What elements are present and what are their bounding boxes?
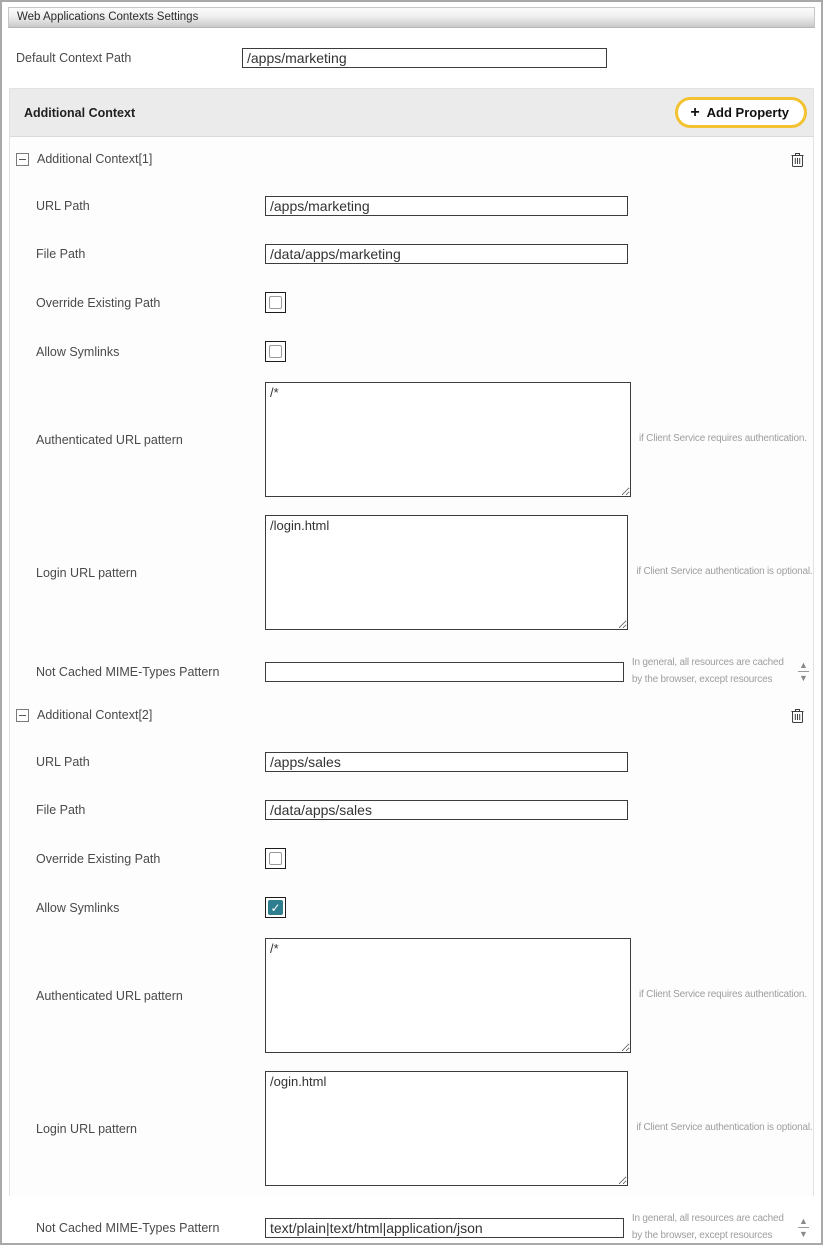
page-title: Web Applications Contexts Settings [17,11,199,23]
context-2-header [10,704,813,726]
context-2-title: Additional Context[2] [37,708,153,722]
url-path-row [36,752,813,772]
url-path-label: URL Path [36,755,90,769]
default-context-path-input[interactable] [242,48,607,68]
allow-symlinks-checkbox[interactable] [265,897,286,918]
scroll-up-icon[interactable]: ▲ [799,660,808,670]
authenticated-url-pattern-label: Authenticated URL pattern [36,988,183,1003]
additional-context-header [10,89,813,137]
authenticated-url-pattern-textarea[interactable] [265,938,631,1053]
context-1-header [10,148,813,170]
authenticated-hint: if Client Service requires authentication. [639,433,807,445]
collapse-icon[interactable] [16,153,29,166]
hint-scroller [798,1217,809,1238]
not-cached-mime-types-row [36,1211,813,1244]
scroll-divider [798,671,809,672]
context-section-1 [10,148,813,688]
allow-symlinks-label: Allow Symlinks [36,344,120,359]
login-url-pattern-row [36,515,813,630]
plus-icon: + [690,103,700,121]
scroll-up-icon[interactable]: ▲ [799,1216,808,1226]
authenticated-url-pattern-textarea[interactable] [265,382,631,497]
additional-context-title: Additional Context [24,105,136,120]
login-url-pattern-textarea[interactable] [265,515,628,630]
file-path-label: File Path [36,247,86,261]
allow-symlinks-row [36,897,813,918]
login-hint: if Client Service authentication is optional. [636,1122,813,1134]
context-section-2 [10,704,813,1244]
scroll-down-icon[interactable]: ▼ [799,673,808,683]
login-url-pattern-textarea[interactable] [265,1071,628,1186]
override-existing-path-label: Override Existing Path [36,851,161,866]
additional-context-panel [9,88,814,1241]
authenticated-hint: if Client Service requires authentication. [639,989,807,1001]
login-hint: if Client Service authentication is optional. [636,566,813,578]
not-cached-mime-types-input[interactable] [265,662,624,682]
url-path-label: URL Path [36,199,90,213]
url-path-input[interactable] [265,752,628,772]
file-path-input[interactable] [265,244,628,264]
override-existing-path-row [36,292,813,313]
not-cached-mime-types-label: Not Cached MIME-Types Pattern [36,1220,220,1235]
allow-symlinks-row [36,341,813,362]
collapse-icon[interactable] [16,709,29,722]
not-cached-hint: In general, all resources are cached by the browser, except resources [631,657,784,685]
not-cached-mime-types-label: Not Cached MIME-Types Pattern [36,664,220,679]
window-title-bar [8,7,815,28]
login-url-pattern-label: Login URL pattern [36,1121,137,1136]
override-existing-path-checkbox[interactable] [265,848,286,869]
login-url-pattern-row [36,1071,813,1186]
trash-icon[interactable] [791,152,804,167]
add-property-label: Add Property [706,105,789,120]
file-path-input[interactable] [265,800,628,820]
not-cached-hint: In general, all resources are cached by the browser, except resources [631,1213,784,1241]
file-path-row [36,244,813,264]
authenticated-url-pattern-row [36,382,813,497]
default-context-path-label: Default Context Path [16,51,132,65]
scroll-divider [798,1227,809,1228]
file-path-label: File Path [36,803,86,817]
default-context-path-row [16,48,821,68]
override-existing-path-label: Override Existing Path [36,295,161,310]
url-path-input[interactable] [265,196,628,216]
add-property-button[interactable] [675,97,807,128]
allow-symlinks-label: Allow Symlinks [36,900,120,915]
not-cached-mime-types-input[interactable] [265,1218,624,1238]
not-cached-mime-types-row [36,655,813,688]
login-url-pattern-label: Login URL pattern [36,565,137,580]
url-path-row [36,196,813,216]
authenticated-url-pattern-label: Authenticated URL pattern [36,432,183,447]
trash-icon[interactable] [791,708,804,723]
file-path-row [36,800,813,820]
authenticated-url-pattern-row [36,938,813,1053]
context-1-title: Additional Context[1] [37,152,153,166]
override-existing-path-checkbox[interactable] [265,292,286,313]
override-existing-path-row [36,848,813,869]
hint-scroller [798,661,809,682]
allow-symlinks-checkbox[interactable] [265,341,286,362]
scroll-down-icon[interactable]: ▼ [799,1229,808,1239]
